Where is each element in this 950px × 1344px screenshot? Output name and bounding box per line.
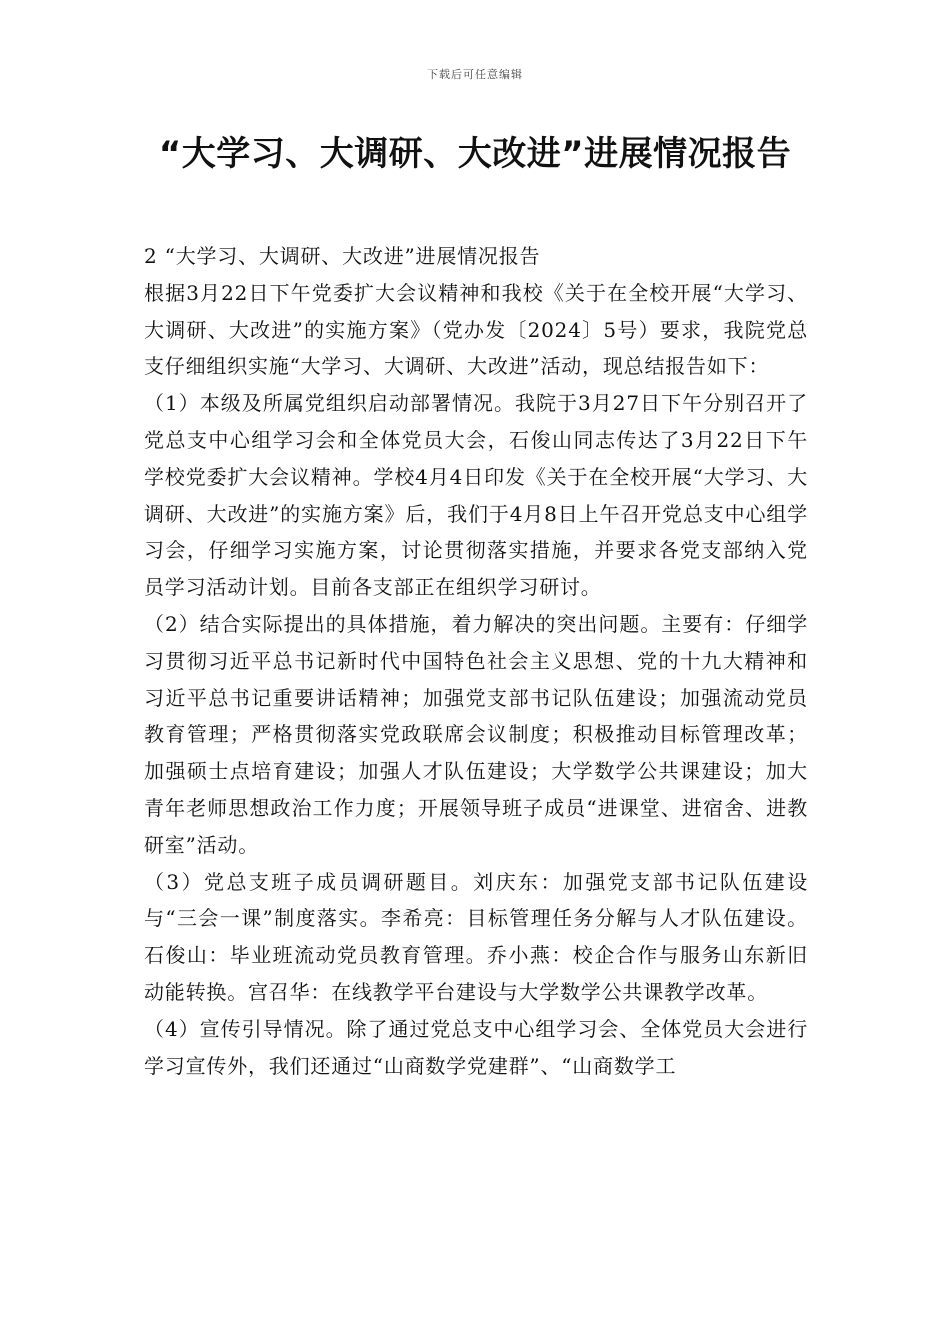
paragraph-section-2: （2）结合实际提出的具体措施，着力解决的突出问题。主要有：仔细学习贯彻习近平总书记新时代中国特色社会主义思想、党的十九大精神和习近平总书记重要讲话精神；加强党支部书记队伍建设；加强流动党员教育管理；严格贯彻落实党政联席会议制度；积极推动目标管理改革；加强硕士点培育建设；加强人才队伍建设；大学数学公共课建设；加大青年老师思想政治工作力度；开展领导班子成员“进课堂、进宿舍、进教研室”活动。 <box>144 611 808 857</box>
paragraph-intro: 根据3月22日下午党委扩大会议精神和我校《关于在全校开展“大学习、大调研、大改进”的实施方案》（党办发〔2024〕5号）要求，我院党总支仔细组织实施“大学习、大调研、大改进”活动，现总结报告如下： <box>144 280 808 379</box>
header-note: 下载后可任意编辑 <box>427 68 523 81</box>
document-body <box>144 238 808 1084</box>
paragraph-section-1: （1）本级及所属党组织启动部署情况。我院于3月27日下午分别召开了党总支中心组学习会和全体党员大会，石俊山同志传达了3月22日下午学校党委扩大会议精神。学校4月4日印发《关于在全校开展“大学习、大调研、大改进”的实施方案》后，我们于4月8日上午召开党总支中心组学习会，仔细学习实施方案，讨论贯彻落实措施，并要求各党支部纳入党员学习活动计划。目前各支部正在组织学习研讨。 <box>144 391 808 600</box>
document-title: “大学习、大调研、大改进”进展情况报告 <box>158 134 792 174</box>
paragraph-section-3: （3）党总支班子成员调研题目。刘庆东：加强党支部书记队伍建设与“三会一课”制度落实。李希亮：目标管理任务分解与人才队伍建设。石俊山：毕业班流动党员教育管理。乔小燕：校企合作与服务山东新旧动能转换。宫召华：在线教学平台建设与大学数学公共课教学改革。 <box>144 869 808 1004</box>
paragraph-subtitle: 2 “大学习、大调研、大改进”进展情况报告 <box>144 244 541 268</box>
paragraph-section-4: （4）宣传引导情况。除了通过党总支中心组学习会、全体党员大会进行学习宣传外，我们还通过“山商数学党建群”、“山商数学工 <box>144 1016 808 1078</box>
